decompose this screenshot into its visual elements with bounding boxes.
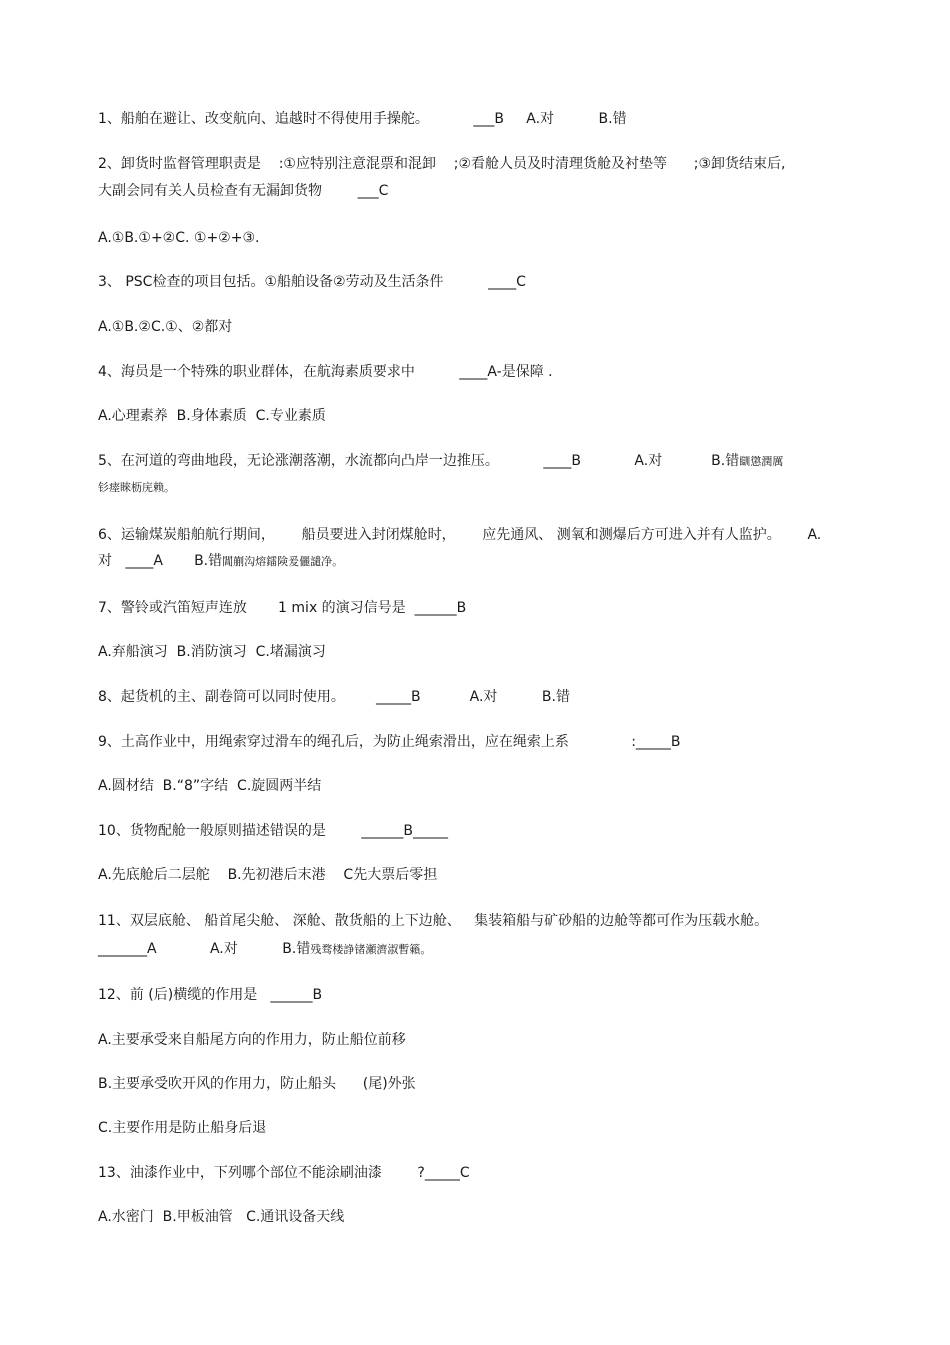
line-text: 5、在河道的弯曲地段，无论涨潮落潮，水流都向凸岸一边推压。 ____B A.对 B.错 bbox=[98, 453, 740, 469]
text-line bbox=[98, 155, 785, 173]
line-text: 3、 PSC检查的项目包括。①船舶设备②劳动及生活条件 ____C bbox=[98, 274, 526, 290]
text-line bbox=[98, 318, 232, 336]
line-text: 10、货物配舱一般原则描述错误的是 ______B_____ bbox=[98, 823, 449, 839]
line-text: 11、双层底舱、 船首尾尖舱、 深舱、散货船的上下边舱、 集装箱船与矿砂船的边舱等都可作为压载水舱。 bbox=[98, 913, 769, 929]
text-line bbox=[98, 1031, 406, 1049]
garbled-suffix: 瞓懲潤厲 bbox=[739, 455, 784, 468]
line-text: A.主要承受来自船尾方向的作用力，防止船位前移 bbox=[98, 1032, 406, 1048]
text-line bbox=[98, 1164, 470, 1182]
garbled-suffix: 钐瘗睞枥庑赖。 bbox=[98, 481, 175, 494]
text-line bbox=[98, 363, 553, 381]
line-text: 13、油漆作业中，下列哪个部位不能涂刷油漆 ?_____C bbox=[98, 1165, 470, 1181]
text-line bbox=[98, 940, 431, 959]
text-line bbox=[98, 1119, 266, 1137]
line-text: 8、起货机的主、副卷筒可以同时使用。 _____B A.对 B.错 bbox=[98, 689, 570, 705]
text-line bbox=[98, 229, 259, 247]
text-line bbox=[98, 866, 437, 884]
line-text: C.主要作用是防止船身后退 bbox=[98, 1120, 267, 1136]
line-text: _______A A.对 B.错 bbox=[98, 941, 311, 957]
text-line bbox=[98, 452, 783, 471]
text-line bbox=[98, 822, 448, 840]
garbled-suffix: 閶蒯沟熔鐳険爰儷譴净。 bbox=[222, 555, 344, 568]
line-text: A.①B.②C.①、②都对 bbox=[98, 319, 233, 335]
line-text: 1、船舶在避让、改变航向、追越时不得使用手操舵。 ___B A.对 B.错 bbox=[98, 111, 627, 127]
line-text: 对 ____A B.错 bbox=[98, 553, 223, 569]
text-line bbox=[98, 643, 326, 661]
garbled-suffix: 残骛楼諍锗瀬濟淑暫籟。 bbox=[310, 943, 432, 956]
line-text: A.①B.①+②C. ①+②+③. bbox=[98, 230, 260, 246]
text-line bbox=[98, 912, 768, 930]
text-line bbox=[98, 182, 388, 200]
line-text: A.先底舱后二层舵 B.先初港后末港 C先大票后零担 bbox=[98, 867, 438, 883]
text-line bbox=[98, 478, 175, 497]
text-line bbox=[98, 986, 322, 1004]
text-line bbox=[98, 733, 681, 751]
line-text: 7、警铃或汽笛短声连放 1 mix 的演习信号是 ______B bbox=[98, 600, 467, 616]
line-text: 9、土高作业中，用绳索穿过滑车的绳孔后，为防止绳索滑出，应在绳索上系 :_____B bbox=[98, 734, 681, 750]
text-line bbox=[98, 407, 326, 425]
text-line bbox=[98, 599, 466, 617]
line-text: 大副会同有关人员检查有无漏卸货物 ___C bbox=[98, 183, 389, 199]
text-line bbox=[98, 526, 821, 544]
text-line bbox=[98, 777, 321, 795]
text-line bbox=[98, 1208, 344, 1226]
text-line bbox=[98, 1075, 416, 1093]
line-text: 6、运输煤炭船舶航行期间， 船员要进入封闭煤舱时， 应先通风、 测氧和测爆后方可进入并有人监护。 A. bbox=[98, 527, 822, 543]
line-text: A.弃船演习 B.消防演习 C.堵漏演习 bbox=[98, 644, 326, 660]
line-text: 12、前 (后)横缆的作用是 ______B bbox=[98, 987, 323, 1003]
line-text: 2、卸货时监督管理职责是 :①应特别注意混票和混卸 ;②看舱人员及时清理货舱及衬垫等 ;③卸货结束后, bbox=[98, 156, 786, 172]
text-line bbox=[98, 110, 627, 128]
text-line bbox=[98, 552, 343, 571]
line-text: A.圆材结 B.“8”字结 C.旋圆两半结 bbox=[98, 778, 322, 794]
line-text: 4、海员是一个特殊的职业群体，在航海素质要求中 ____A-是保障 . bbox=[98, 364, 553, 380]
text-line bbox=[98, 688, 570, 706]
line-text: B.主要承受吹开风的作用力，防止船头 (尾)外张 bbox=[98, 1076, 416, 1092]
line-text: A.水密门 B.甲板油管 C.通讯设备天线 bbox=[98, 1209, 345, 1225]
line-text: A.心理素养 B.身体素质 C.专业素质 bbox=[98, 408, 326, 424]
text-line bbox=[98, 273, 526, 291]
